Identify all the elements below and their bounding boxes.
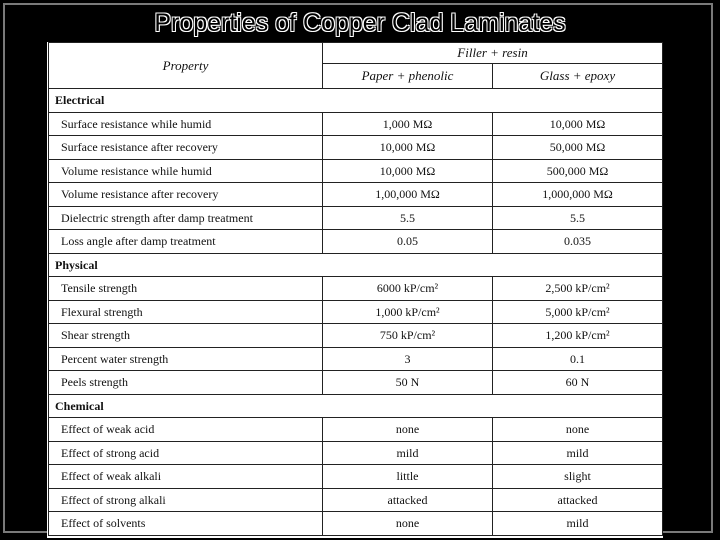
property-cell: Peels strength bbox=[49, 371, 323, 395]
paper-phenolic-value: 6000 kP/cm² bbox=[323, 277, 493, 301]
property-cell: Tensile strength bbox=[49, 277, 323, 301]
glass-epoxy-value: mild bbox=[493, 512, 663, 536]
property-cell: Surface resistance after recovery bbox=[49, 136, 323, 160]
table-row bbox=[49, 300, 663, 324]
glass-epoxy-value: 1,200 kP/cm² bbox=[493, 324, 663, 348]
table-row bbox=[49, 418, 663, 442]
glass-epoxy-value: mild bbox=[493, 441, 663, 465]
paper-phenolic-value: none bbox=[323, 418, 493, 442]
property-cell: Dielectric strength after damp treatment bbox=[49, 206, 323, 230]
table-sheet bbox=[47, 42, 663, 538]
section-row-chemical bbox=[49, 394, 663, 418]
table-row bbox=[49, 112, 663, 136]
glass-epoxy-value: 2,500 kP/cm² bbox=[493, 277, 663, 301]
table-row bbox=[49, 277, 663, 301]
properties-table bbox=[48, 42, 663, 536]
table-row bbox=[49, 488, 663, 512]
property-cell: Percent water strength bbox=[49, 347, 323, 371]
glass-epoxy-value: 10,000 MΩ bbox=[493, 112, 663, 136]
glass-epoxy-value: slight bbox=[493, 465, 663, 489]
property-cell: Effect of strong alkali bbox=[49, 488, 323, 512]
property-cell: Effect of solvents bbox=[49, 512, 323, 536]
table-row bbox=[49, 136, 663, 160]
paper-phenolic-value: 750 kP/cm² bbox=[323, 324, 493, 348]
section-row-electrical bbox=[49, 89, 663, 113]
glass-epoxy-value: 0.1 bbox=[493, 347, 663, 371]
table-header-row bbox=[49, 43, 663, 64]
glass-epoxy-value: 500,000 MΩ bbox=[493, 159, 663, 183]
paper-phenolic-value: 5.5 bbox=[323, 206, 493, 230]
glass-epoxy-value: 60 N bbox=[493, 371, 663, 395]
table-row bbox=[49, 230, 663, 254]
section-row-physical bbox=[49, 253, 663, 277]
paper-phenolic-value: 0.05 bbox=[323, 230, 493, 254]
paper-phenolic-value: 3 bbox=[323, 347, 493, 371]
paper-phenolic-header: Paper + phenolic bbox=[323, 64, 493, 89]
filler-resin-header: Filler + resin bbox=[323, 43, 663, 64]
paper-phenolic-value: mild bbox=[323, 441, 493, 465]
glass-epoxy-value: 50,000 MΩ bbox=[493, 136, 663, 160]
glass-epoxy-value: attacked bbox=[493, 488, 663, 512]
paper-phenolic-value: 50 N bbox=[323, 371, 493, 395]
property-cell: Volume resistance while humid bbox=[49, 159, 323, 183]
glass-epoxy-header: Glass + epoxy bbox=[493, 64, 663, 89]
table-row bbox=[49, 347, 663, 371]
paper-phenolic-value: 1,000 MΩ bbox=[323, 112, 493, 136]
glass-epoxy-value: 5,000 kP/cm² bbox=[493, 300, 663, 324]
property-cell: Surface resistance while humid bbox=[49, 112, 323, 136]
table-row bbox=[49, 465, 663, 489]
table-body bbox=[49, 89, 663, 536]
section-label: Physical bbox=[49, 253, 663, 277]
table-row bbox=[49, 371, 663, 395]
property-cell: Effect of strong acid bbox=[49, 441, 323, 465]
glass-epoxy-value: 1,000,000 MΩ bbox=[493, 183, 663, 207]
paper-phenolic-value: 1,00,000 MΩ bbox=[323, 183, 493, 207]
glass-epoxy-value: 5.5 bbox=[493, 206, 663, 230]
property-cell: Volume resistance after recovery bbox=[49, 183, 323, 207]
property-cell: Loss angle after damp treatment bbox=[49, 230, 323, 254]
paper-phenolic-value: 10,000 MΩ bbox=[323, 136, 493, 160]
property-cell: Effect of weak alkali bbox=[49, 465, 323, 489]
glass-epoxy-value: 0.035 bbox=[493, 230, 663, 254]
table-row bbox=[49, 206, 663, 230]
glass-epoxy-value: none bbox=[493, 418, 663, 442]
table-row bbox=[49, 183, 663, 207]
property-cell: Effect of weak acid bbox=[49, 418, 323, 442]
table-row bbox=[49, 512, 663, 536]
property-cell: Shear strength bbox=[49, 324, 323, 348]
section-label: Chemical bbox=[49, 394, 663, 418]
paper-phenolic-value: none bbox=[323, 512, 493, 536]
paper-phenolic-value: little bbox=[323, 465, 493, 489]
paper-phenolic-value: 1,000 kP/cm² bbox=[323, 300, 493, 324]
property-cell: Flexural strength bbox=[49, 300, 323, 324]
section-label: Electrical bbox=[49, 89, 663, 113]
property-column-header: Property bbox=[49, 43, 323, 89]
paper-phenolic-value: 10,000 MΩ bbox=[323, 159, 493, 183]
paper-phenolic-value: attacked bbox=[323, 488, 493, 512]
slide-title: Properties of Copper Clad Laminates bbox=[154, 9, 566, 37]
table-row bbox=[49, 159, 663, 183]
table-row bbox=[49, 441, 663, 465]
table-row bbox=[49, 324, 663, 348]
